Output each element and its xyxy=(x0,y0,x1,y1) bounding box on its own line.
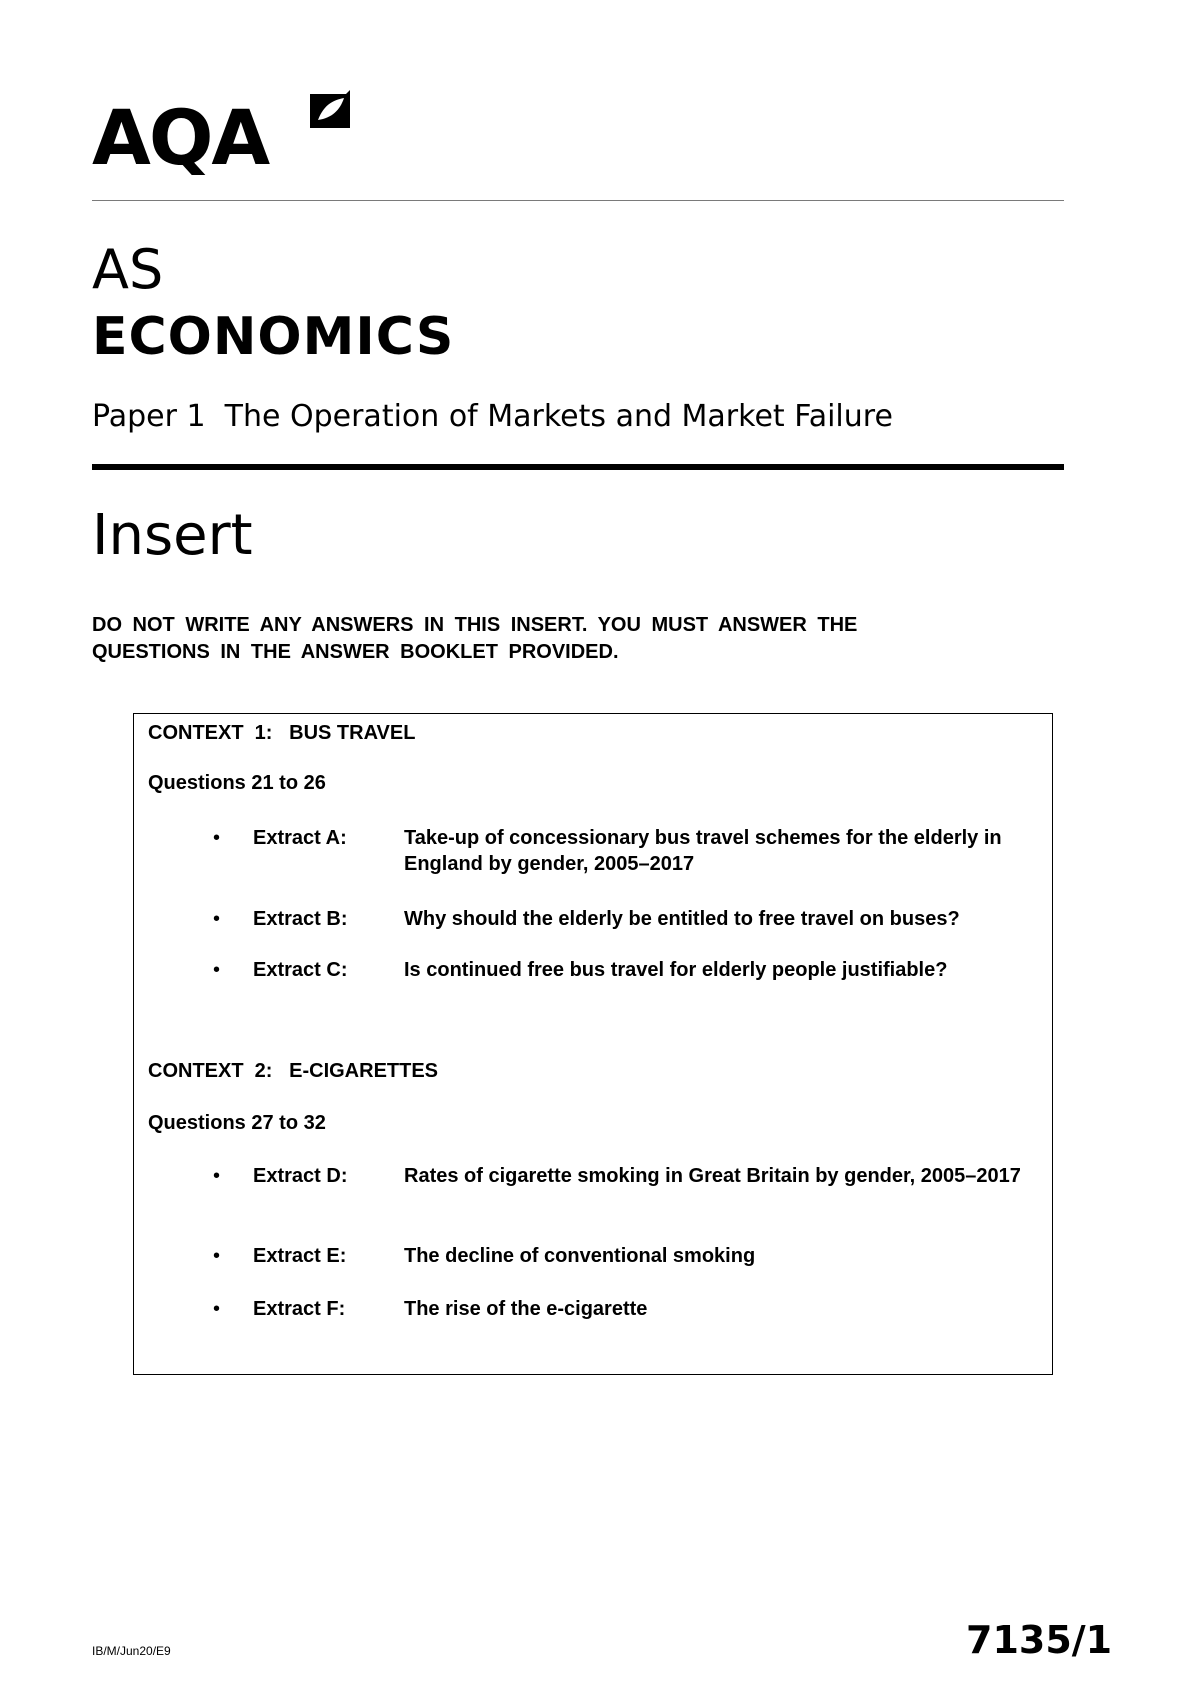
extract-d-title: Rates of cigarette smoking in Great Britain by gender, 2005–2017 xyxy=(404,1165,1021,1187)
extract-e-title: The decline of conventional smoking xyxy=(404,1245,756,1267)
bullet-icon: • xyxy=(213,1245,221,1267)
extract-d-label: Extract D: xyxy=(253,1165,348,1187)
context-2-heading: CONTEXT 2: E-CIGARETTES xyxy=(148,1060,439,1082)
extract-b-title: Why should the elderly be entitled to free travel on buses? xyxy=(404,908,960,930)
extract-a-title: Take-up of concessionary bus travel schemes for the elderly in England by gender, 2005–2017 xyxy=(404,827,1002,875)
instruction-text: DO NOT WRITE ANY ANSWERS IN THIS INSERT. YOU MUST ANSWER THE QUESTIONS IN THE ANSWER BOOKLET PROVIDED. xyxy=(92,614,858,663)
extract-b-label: Extract B: xyxy=(253,908,348,930)
logo-text: AQA xyxy=(92,93,269,182)
context-2-questions: Questions 27 to 32 xyxy=(148,1112,326,1134)
document-type: Insert xyxy=(92,503,253,568)
header-divider xyxy=(92,200,1064,201)
paper-code: 7135/1 xyxy=(966,1618,1113,1662)
context-1-heading: CONTEXT 1: BUS TRAVEL xyxy=(148,722,416,744)
aqa-logo xyxy=(92,88,352,188)
extract-f-title: The rise of the e-cigarette xyxy=(404,1298,648,1320)
contents-box xyxy=(133,713,1053,1375)
bullet-icon: • xyxy=(213,908,221,930)
bullet-icon: • xyxy=(213,827,221,849)
subject-title: ECONOMICS xyxy=(92,307,455,367)
extract-e-label: Extract E: xyxy=(253,1245,347,1267)
extract-a-label: Extract A: xyxy=(253,827,347,849)
title-divider xyxy=(92,464,1064,470)
bullet-icon: • xyxy=(213,1165,221,1187)
extract-f-label: Extract F: xyxy=(253,1298,346,1320)
paper-title: Paper 1 The Operation of Markets and Market Failure xyxy=(92,399,893,434)
bullet-icon: • xyxy=(213,1298,221,1320)
extract-c-label: Extract C: xyxy=(253,959,348,981)
bullet-icon: • xyxy=(213,959,221,981)
leaf-mark-icon xyxy=(308,88,352,132)
extract-c-title: Is continued free bus travel for elderly people justifiable? xyxy=(404,959,948,981)
qualification-level: AS xyxy=(92,238,164,301)
reference-code: IB/M/Jun20/E9 xyxy=(92,1644,171,1658)
context-1-questions: Questions 21 to 26 xyxy=(148,772,326,794)
